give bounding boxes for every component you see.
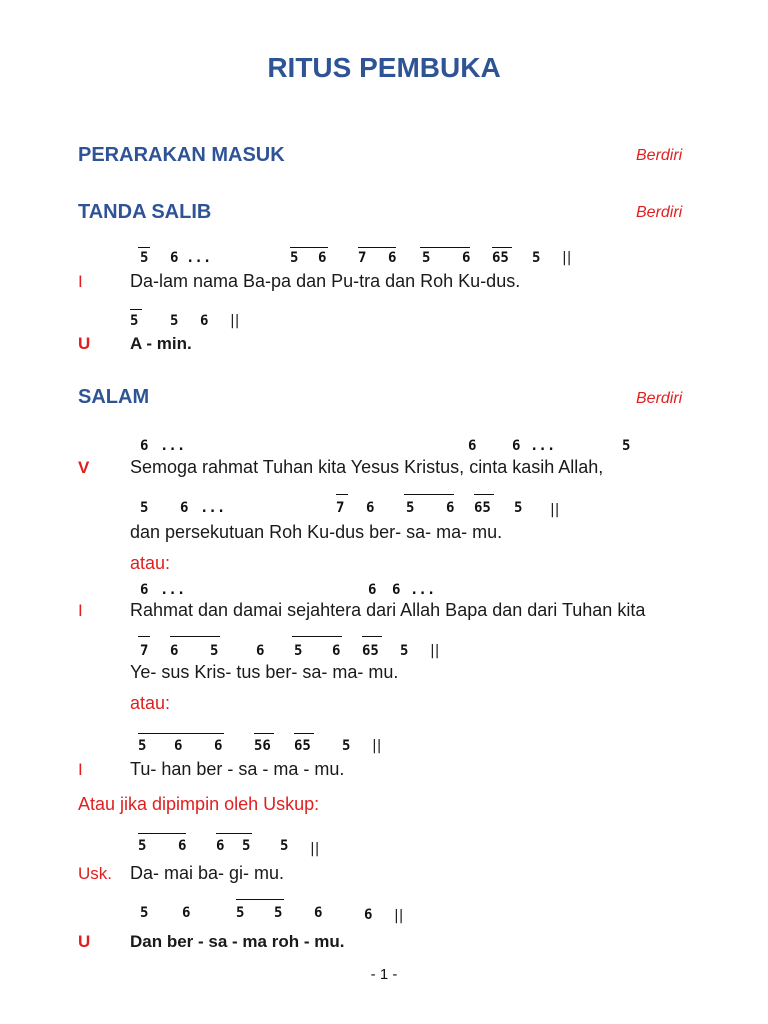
page-title: RITUS PEMBUKA: [267, 52, 501, 83]
note: 6: [200, 313, 209, 329]
lyric-line: A - min.: [130, 334, 192, 353]
heading-tanda-salib: TANDA SALIB: [78, 201, 212, 223]
note: ...: [160, 438, 186, 454]
page-number: - 1 -: [370, 966, 398, 983]
lyric-line: Ye- sus Kris- tus ber- sa- ma- mu.: [130, 662, 399, 682]
lyric-line: Rahmat dan damai sejahtera dari Allah Bapa dan dari Tuhan kita: [130, 600, 646, 620]
note: 65: [294, 738, 311, 754]
lyric-line: dan persekutuan Roh Ku-dus ber- sa- ma- mu.: [130, 522, 503, 542]
note: 5: [170, 313, 179, 329]
note: 6: [446, 500, 455, 516]
barline: ||: [372, 738, 382, 754]
heading-perarakan-masuk: PERARAKAN MASUK: [78, 144, 285, 166]
note: 6: [178, 838, 187, 854]
note: 6: [368, 582, 377, 598]
note: 5: [138, 838, 147, 854]
note: 5: [130, 313, 139, 329]
role-label: I: [78, 272, 83, 291]
note: 65: [362, 643, 379, 659]
barline: ||: [430, 643, 440, 659]
note: 6: [392, 582, 401, 598]
note: 6: [314, 905, 323, 921]
rubric-note: Atau jika dipimpin oleh Uskup:: [78, 794, 320, 814]
alternative-label: atau:: [130, 693, 171, 713]
note: 5: [140, 250, 149, 266]
barline: ||: [230, 313, 240, 329]
note: 6: [174, 738, 183, 754]
note: 5: [236, 905, 245, 921]
alternative-label: atau:: [130, 553, 171, 573]
note: 5: [242, 838, 251, 854]
note: 7: [358, 250, 367, 266]
note: 6: [462, 250, 471, 266]
note: 6: [318, 250, 327, 266]
note: 6: [170, 250, 179, 266]
note: 5: [140, 905, 149, 921]
note: ...: [200, 500, 226, 516]
note: 6: [512, 438, 521, 454]
note: 65: [474, 500, 491, 516]
lyric-line: Da- mai ba- gi- mu.: [130, 863, 285, 883]
note: 5: [140, 500, 149, 516]
note: 6: [180, 500, 189, 516]
note: 5: [280, 838, 289, 854]
posture-salam: Berdiri: [636, 390, 683, 407]
posture-tanda-salib: Berdiri: [636, 204, 683, 221]
lyric-line: Da-lam nama Ba-pa dan Pu-tra dan Roh Ku-dus.: [130, 271, 521, 291]
role-label: I: [78, 760, 83, 779]
lyric-line: Semoga rahmat Tuhan kita Yesus Kristus, cinta kasih Allah,: [130, 457, 604, 477]
barline: ||: [310, 841, 320, 857]
note: 5: [210, 643, 219, 659]
barline: ||: [550, 502, 560, 518]
note: 5: [274, 905, 283, 921]
posture-perarakan: Berdiri: [636, 147, 683, 164]
note: 6: [140, 582, 149, 598]
role-label: V: [78, 458, 90, 477]
note: 5: [400, 643, 409, 659]
note: ...: [530, 438, 556, 454]
note: 6: [388, 250, 397, 266]
note: 5: [342, 738, 351, 754]
note: 5: [406, 500, 415, 516]
note: ...: [160, 582, 186, 598]
role-label: Usk.: [78, 864, 112, 883]
note: 6: [216, 838, 225, 854]
note: 5: [422, 250, 431, 266]
role-label: U: [78, 334, 91, 353]
lyric-line: Tu- han ber - sa - ma - mu.: [130, 759, 345, 779]
role-label: U: [78, 932, 91, 951]
note: 65: [492, 250, 509, 266]
note: 5: [290, 250, 299, 266]
note: 5: [138, 738, 147, 754]
note: 6: [468, 438, 477, 454]
barline: ||: [394, 908, 404, 924]
note: 6: [182, 905, 191, 921]
note: 5: [532, 250, 541, 266]
note: ...: [186, 250, 212, 266]
note: 7: [336, 500, 345, 516]
note: 6: [364, 907, 373, 923]
note: 56: [254, 738, 271, 754]
note: 6: [256, 643, 265, 659]
note: 6: [140, 438, 149, 454]
note: 5: [622, 438, 631, 454]
lyric-line: Dan ber - sa - ma roh - mu.: [130, 932, 345, 951]
barline: ||: [562, 250, 572, 266]
note: 5: [514, 500, 523, 516]
note: 6: [170, 643, 179, 659]
note: 5: [294, 643, 303, 659]
heading-salam: SALAM: [78, 386, 150, 408]
note: 6: [332, 643, 341, 659]
note: 6: [366, 500, 375, 516]
note: ...: [410, 582, 436, 598]
note: 6: [214, 738, 223, 754]
note: 7: [140, 643, 149, 659]
role-label: I: [78, 601, 83, 620]
